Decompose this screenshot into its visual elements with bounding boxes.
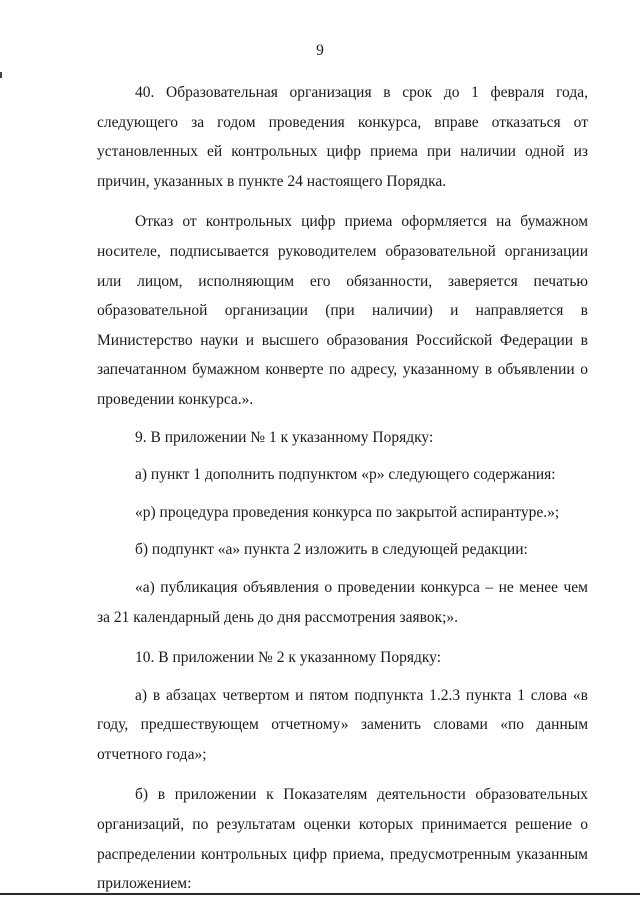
page-number: 9 — [316, 42, 324, 59]
scan-bottom-edge — [0, 893, 640, 895]
paragraph-refusal: Отказ от контрольных цифр приема оформляется на бумажном носителе, подписывается руководителем образовательной организации или лицом, исполняющим его обязанности, заверяется печатью образовательной организации (при наличии) и направляется в Министерство науки и высшего образования Российской Федерации в запечатанном бумажном конверте по адресу, указанному в объявлении о проведении конкурса.». — [97, 213, 588, 408]
paragraph-9b-text: «а) публикация объявления о проведении конкурса – не менее чем за 21 календарный день до дня рассмотрения заявок;». — [97, 578, 588, 626]
paragraph-9a: а) пункт 1 дополнить подпунктом «р» следующего содержания: — [135, 466, 556, 484]
paragraph-9a-text: «р) процедура проведения конкурса по закрытой аспирантуре.»; — [135, 503, 560, 521]
paragraph-10a: а) в абзацах четвертом и пятом подпункта 1.2.3 пункта 1 слова «в году, предшествующем отчетному» заменить словами «по данным отчетного года»; — [97, 686, 588, 763]
paragraph-item-9: 9. В приложении № 1 к указанному Порядку: — [135, 428, 434, 446]
paragraph-item-10: 10. В приложении № 2 к указанному Порядку: — [135, 649, 442, 667]
paragraph-9b: б) подпункт «а» пункта 2 изложить в следующей редакции: — [135, 541, 528, 559]
paragraph-10b: б) в приложении к Показателям деятельности образовательных организаций, по результатам оценки которых принимается решение о распределении контрольных цифр приема, предусмотренным указанным приложением: — [97, 786, 588, 893]
document-body — [97, 78, 588, 899]
paragraph-40: 40. Образовательная организация в срок до 1 февраля года, следующего за годом проведения конкурса, вправе отказаться от установленных ей контрольных цифр приема при наличии одной из причин, указанных в пункте 24 настоящего Порядка. — [97, 84, 588, 190]
scan-edge-mark — [0, 72, 2, 78]
